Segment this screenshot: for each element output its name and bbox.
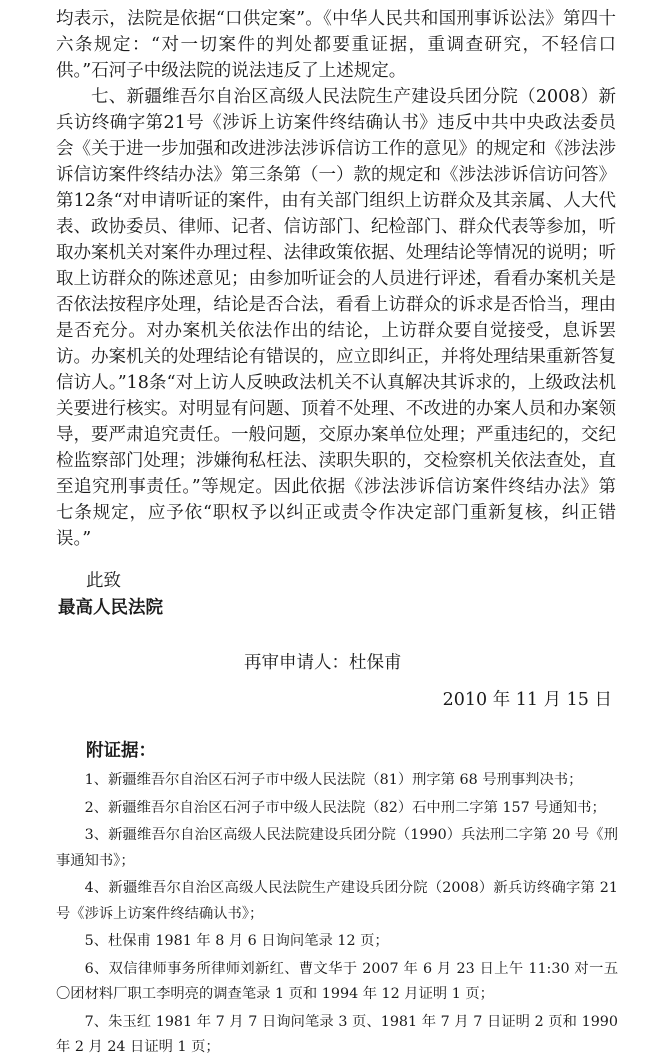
evidence-item: 5、杜保甫 1981 年 8 月 6 日询问笔录 12 页；	[84, 933, 389, 949]
evidence-item: 7、朱玉红 1981 年 7 月 7 日询问笔录 3 页、1981 年 7 月 7 日证明 2 页和 1990 年 2 月 24 日证明 1 页；	[56, 1013, 618, 1055]
document-date: 2010 年 11 月 15 日	[442, 690, 612, 710]
evidence-list	[56, 768, 618, 1063]
recipient: 最高人民法院	[58, 598, 163, 618]
paragraph-seven: 七、新疆维吾尔自治区高级人民法院生产建设兵团分院（2008）新兵访终确字第21号《涉诉上访案件终结确认书》违反中共中央政法委员会《关于进一步加强和改进涉法涉诉信访工作的意见》的规定和《涉法涉诉信访案件终结办法》第三条第（一）款的规定和《涉法涉诉信访问答》第12条“对申请听证的案件，由有关部门组织上访群众及其亲属、人大代表、政协委员、律师、记者、信访部门、纪检部门、群众代表等参加，听取办案机关对案件办理过程、法律政策依据、处理结论等情况的说明；听取上访群众的陈述意见；由参加听证会的人员进行评述，看看办案机关是否依法按程序处理，结论是否合法，看看上访群众的诉求是否恰当，理由是否充分。对办案机关依法作出的结论，上访群众要自觉接受，息诉罢访。办案机关的处理结论有错误的，应立即纠正，并将处理结果重新答复信访人。”18条“对上访人反映政法机关不认真解决其诉求的，上级政法机关要进行核实。对明显有问题、顶着不处理、不改进的办案人员和办案领导，要严肃追究责任。一般问题，交原办案单位处理；严重违纪的，交纪检监察部门处理；涉嫌徇私枉法、渎职失职的，交检察机关依法查处，直至追究刑事责任。”等规定。因此依据《涉法涉诉信访案件终结办法》第七条规定，应予依“职权予以纠正或责令作决定部门重新复核，纠正错误。”	[56, 87, 616, 549]
evidence-item: 4、新疆维吾尔自治区高级人民法院生产建设兵团分院（2008）新兵访终确字第 21 号《涉诉上访案件终结确认书》；	[56, 880, 618, 922]
paragraph-continuation: 均表示，法院是依据“口供定案”。《中华人民共和国刑事诉讼法》第四十六条规定：“对一切案件的判处都要重证据，重调查研究，不轻信口供。”石河子中级法院的说法违反了上述规定。	[56, 9, 616, 81]
document-body	[56, 6, 616, 552]
evidence-item: 2、新疆维吾尔自治区石河子市中级人民法院（82）石中刑二字第 157 号通知书；	[84, 799, 606, 816]
applicant-signature: 再审申请人：杜保甫	[244, 653, 402, 673]
salutation: 此致	[86, 571, 121, 591]
evidence-item: 1、新疆维吾尔自治区石河子市中级人民法院（81）刑字第 68 号刑事判决书；	[84, 772, 583, 788]
evidence-title: 附证据：	[86, 741, 156, 761]
evidence-item: 3、新疆维吾尔自治区高级人民法院建设兵团分院（1990）兵法刑二字第 20 号《刑事通知书》；	[56, 827, 618, 869]
evidence-item: 6、双信律师事务所律师刘新红、曹文华于 2007 年 6 月 23 日上午 11:30 对一五〇团材料厂职工李明亮的调查笔录 1 页和 1994 年 12 月证明 1 页；	[56, 960, 618, 1002]
